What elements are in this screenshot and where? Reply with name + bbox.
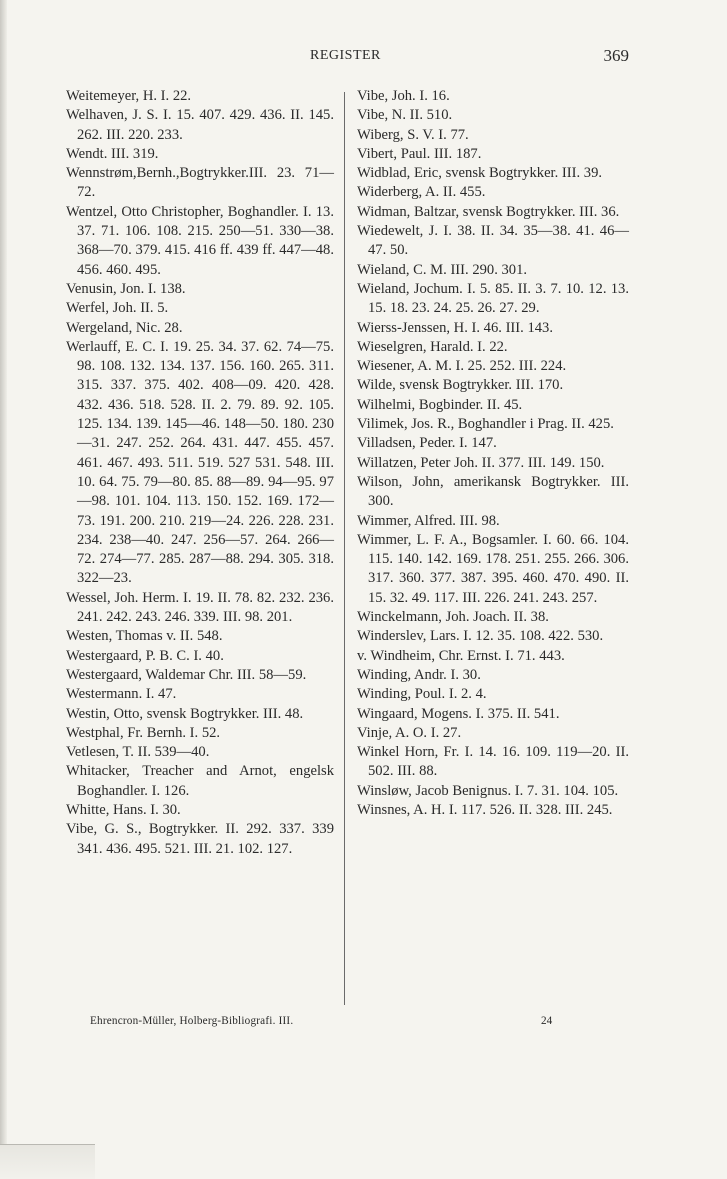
index-entry: Wieland, C. M. III. 290. 301. xyxy=(357,261,528,278)
index-entry: Winderslev, Lars. I. 12. 35. 108. 422. 530. xyxy=(357,628,604,645)
index-entry: Widman, Baltzar, svensk Bogtrykker. III. 36. xyxy=(357,203,620,220)
index-entry: Westergaard, Waldemar Chr. III. 58—59. xyxy=(66,666,307,683)
index-entry: Westergaard, P. B. C. I. 40. xyxy=(66,647,224,664)
footer-signature: Ehrencron-Müller, Holberg-Bibliografi. III. xyxy=(90,1015,294,1027)
index-entry: Wilde, svensk Bogtrykker. III. 170. xyxy=(357,377,564,394)
index-entry: Widerberg, A. II. 455. xyxy=(357,184,486,201)
left-column xyxy=(66,87,334,859)
index-entry: Werfel, Joh. II. 5. xyxy=(66,300,169,317)
index-entry: Winsløw, Jacob Benignus. I. 7. 31. 104. 105. xyxy=(357,782,619,799)
index-entry: Vetlesen, T. II. 539—40. xyxy=(66,744,210,761)
index-entry: Wiedewelt, J. I. 38. II. 34. 35—38. 41. 46—47. 50. xyxy=(357,223,629,259)
index-entry: Whitte, Hans. I. 30. xyxy=(66,801,181,818)
index-entry: Vibe, G. S., Bogtrykker. II. 292. 337. 339 341. 436. 495. 521. III. 21. 102. 127. xyxy=(66,821,334,857)
index-entry: Wiberg, S. V. I. 77. xyxy=(357,126,469,143)
index-entry: Willatzen, Peter Joh. II. 377. III. 149. 150. xyxy=(357,454,605,471)
index-entry: Winckelmann, Joh. Joach. II. 38. xyxy=(357,609,549,626)
index-entry: Wieselgren, Harald. I. 22. xyxy=(357,338,508,355)
header-title: REGISTER xyxy=(310,48,381,63)
index-entry: Wimmer, L. F. A., Bogsamler. I. 60. 66. 104. 115. 140. 142. 169. 178. 251. 255. 266. 306. 317. 360. 377. 387. 395. 460. 470. 490. II. 15. 32. 49. 117. III. 226. 241. 243. 257. xyxy=(357,531,629,606)
index-entry: Wentzel, Otto Christopher, Boghandler. I. 13. 37. 71. 106. 108. 215. 250—51. 330—38. 368—70. 379. 415. 416 ff. 439 ff. 447—48. 456. 460. 495. xyxy=(66,203,334,278)
index-entry: Westermann. I. 47. xyxy=(66,686,177,703)
index-entry: v. Windheim, Chr. Ernst. I. 71. 443. xyxy=(357,647,565,664)
index-entry: Wierss-Jenssen, H. I. 46. III. 143. xyxy=(357,319,553,336)
index-entry: Winding, Poul. I. 2. 4. xyxy=(357,686,487,703)
index-entry: Wergeland, Nic. 28. xyxy=(66,319,183,336)
index-entry: Westphal, Fr. Bernh. I. 52. xyxy=(66,724,221,741)
index-entry: Winsnes, A. H. I. 117. 526. II. 328. III. 245. xyxy=(357,801,613,818)
index-entry: Vibe, N. II. 510. xyxy=(357,107,453,124)
index-entry: Wendt. III. 319. xyxy=(66,145,159,162)
index-entry: Wessel, Joh. Herm. I. 19. II. 78. 82. 232. 236. 241. 242. 243. 246. 339. III. 98. 201. xyxy=(66,589,334,626)
index-entry: Wennstrøm,Bernh.,Bogtrykker.III. 23. 71—72. xyxy=(66,165,334,201)
index-entry: Wilson, John, amerikansk Bogtrykker. III. 300. xyxy=(357,473,629,510)
running-head xyxy=(0,48,727,70)
index-entry: Wiesener, A. M. I. 25. 252. III. 224. xyxy=(357,358,567,375)
index-entry: Werlauff, E. C. I. 19. 25. 34. 37. 62. 74—75. 98. 108. 132. 134. 137. 156. 160. 265. 311. 315. 337. 375. 402. 408—09. 420. 428. 432. 436. 518. 528. II. 2. 79. 89. 92. 105. 125. 134. 139. 145—46. 148—50. 180. 230—31. 247. 252. 264. 431. 447. 455. 457. 461. 467. 493. 511. 519. 527 531. 548. III. 10. 64. 75. 79—80. 85. 88—89. 94—95. 97—98. 101. 104. 113. 150. 152. 169. 172—73. 191. 200. 210. 219—24. 226. 228. 231. 234. 238—40. 247. 256—57. 264. 266—72. 274—77. 285. 287—88. 294. 305. 318. 322—23. xyxy=(66,338,334,587)
index-entry: Whitacker, Treacher and Arnot, engelsk Boghandler. I. 126. xyxy=(66,763,334,799)
index-entry: Vinje, A. O. I. 27. xyxy=(357,724,462,741)
index-entry: Widblad, Eric, svensk Bogtrykker. III. 39. xyxy=(357,165,603,182)
page-number: 369 xyxy=(603,46,629,65)
index-entry: Westin, Otto, svensk Bogtrykker. III. 48. xyxy=(66,705,304,722)
sheet-number: 24 xyxy=(541,1015,553,1027)
index-entry: Vilimek, Jos. R., Boghandler i Prag. II. 425. xyxy=(357,416,614,433)
index-entry: Vibert, Paul. III. 187. xyxy=(357,145,482,162)
page-edge-shadow xyxy=(0,0,7,1178)
index-entry: Wieland, Jochum. I. 5. 85. II. 3. 7. 10. 12. 13. 15. 18. 23. 24. 25. 26. 27. 29. xyxy=(357,280,629,317)
index-entry: Vibe, Joh. I. 16. xyxy=(357,88,450,104)
right-column xyxy=(357,87,629,820)
index-entry: Winkel Horn, Fr. I. 14. 16. 109. 119—20. II. 502. III. 88. xyxy=(357,744,629,780)
index-entry: Wingaard, Mogens. I. 375. II. 541. xyxy=(357,705,560,722)
page-corner-mark xyxy=(0,1144,95,1179)
index-entry: Wimmer, Alfred. III. 98. xyxy=(357,512,500,529)
index-entry: Venusin, Jon. I. 138. xyxy=(66,280,186,297)
index-entry: Westen, Thomas v. II. 548. xyxy=(66,628,223,645)
index-entry: Wilhelmi, Bogbinder. II. 45. xyxy=(357,396,523,413)
index-entry: Welhaven, J. S. I. 15. 407. 429. 436. II. 145. 262. III. 220. 233. xyxy=(66,107,334,143)
index-entry: Weitemeyer, H. I. 22. xyxy=(66,88,192,104)
index-entry: Winding, Andr. I. 30. xyxy=(357,666,481,683)
index-entry: Villadsen, Peder. I. 147. xyxy=(357,435,497,452)
column-divider xyxy=(344,92,345,1005)
